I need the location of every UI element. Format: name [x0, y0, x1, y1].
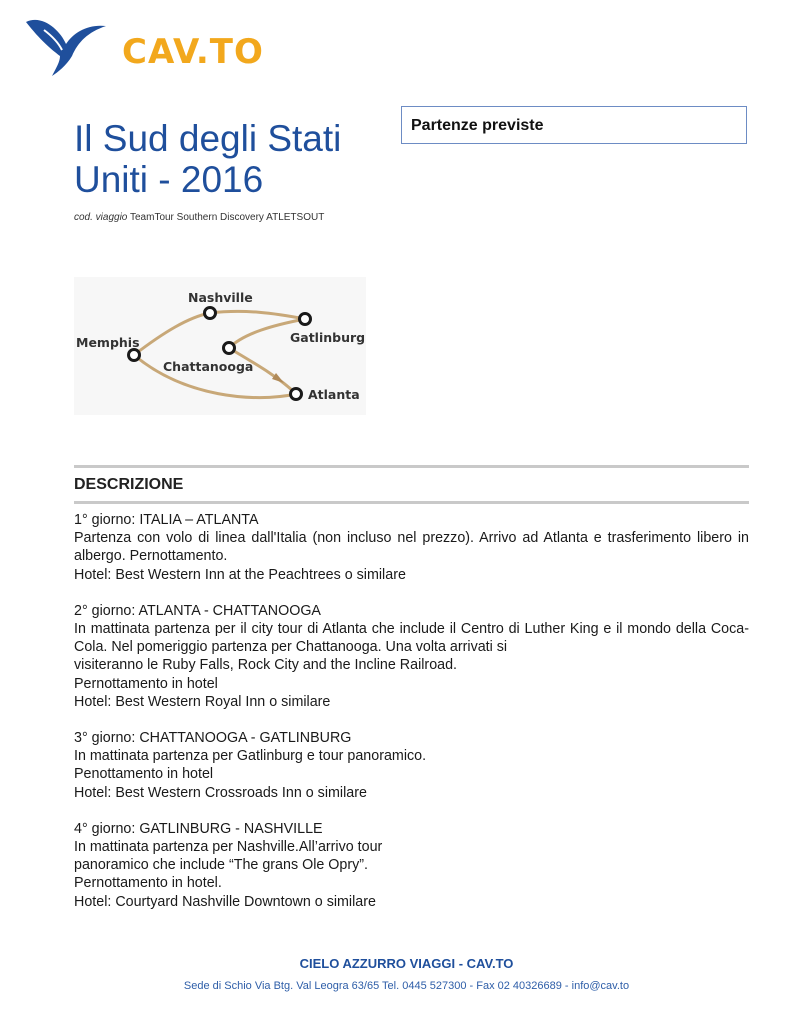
memphis-label: Memphis: [76, 335, 140, 350]
gatlinburg-marker: [300, 314, 311, 325]
page-title: Il Sud degli Stati Uniti - 2016: [74, 118, 342, 200]
chattanooga-marker: [224, 343, 235, 354]
day-heading: 2° giorno: ATLANTA - CHATTANOOGA: [74, 602, 321, 619]
day-1: [74, 511, 749, 584]
day-body: In mattinata partenza per il city tour di Atlanta che include il Centro di Luther King e il mondo della Coca-Cola. Nel pomeriggio partenza per Chattanooga. Una volta arrivati si: [74, 621, 749, 656]
divider-top: [74, 465, 749, 468]
day-stay: Pernottamento in hotel: [74, 675, 218, 692]
footer-company: CIELO AZZURRO VIAGGI - CAV.TO: [299, 956, 514, 971]
day-extra: panoramico che include “The grans Ole Opry”.: [74, 857, 369, 874]
day-heading: 1° giorno: ITALIA – ATLANTA: [74, 512, 259, 528]
day-stay: Pernottamento in hotel.: [74, 875, 222, 892]
day-heading: 4° giorno: GATLINBURG - NASHVILLE: [74, 820, 323, 837]
day-hotel: Hotel: Best Western Inn at the Peachtrees o similare: [74, 566, 406, 583]
trip-code-value: TeamTour Southern Discovery ATLETSOUT: [129, 212, 325, 223]
route-map-svg: [74, 277, 366, 415]
day-stay: Penottamento in hotel: [74, 766, 214, 783]
footer-address[interactable]: Sede di Schio Via Btg. Val Leogra 63/65 Tel. 0445 527300 - Fax 02 40326689 - info@cav.to: [183, 980, 630, 992]
itinerary: [74, 511, 749, 929]
day-heading: 3° giorno: CHATTANOOGA - GATLINBURG: [74, 730, 352, 747]
section-title: DESCRIZIONE: [74, 476, 184, 493]
day-hotel: Hotel: Best Western Royal Inn o similare: [74, 693, 331, 710]
day-body: In mattinata partenza per Gatlinburg e tour panoramico.: [74, 748, 427, 765]
divider-bottom: [74, 501, 749, 504]
day-4: [74, 820, 749, 911]
day-body: Partenza con volo di linea dall'Italia (non incluso nel prezzo). Arrivo ad Atlanta e trasferimento libero in albergo. Pernottamento.: [74, 530, 749, 565]
nashville-marker: [205, 308, 216, 319]
day-2: [74, 602, 749, 711]
day-extra: visiteranno le Ruby Falls, Rock City and the Incline Railroad.: [74, 657, 458, 674]
day-body: In mattinata partenza per Nashville.All’arrivo tour: [74, 839, 383, 856]
departures-title: Partenze previste: [411, 117, 544, 134]
atlanta-label: Atlanta: [308, 387, 360, 402]
atlanta-marker: [291, 389, 302, 400]
day-3: [74, 729, 749, 802]
route-map: [74, 277, 366, 415]
chattanooga-label: Chattanooga: [163, 359, 254, 374]
bird-logo-icon: [22, 10, 112, 80]
gatlinburg-label: Gatlinburg: [290, 330, 366, 345]
day-hotel: Hotel: Best Western Crossroads Inn o similare: [74, 784, 367, 801]
memphis-marker: [129, 350, 140, 361]
brand-name: CAV.TO: [122, 32, 264, 72]
day-hotel: Hotel: Courtyard Nashville Downtown o similare: [74, 893, 376, 910]
nashville-label: Nashville: [188, 290, 253, 305]
trip-code: [74, 212, 324, 223]
trip-code-label: cod. viaggio: [74, 212, 128, 223]
departures-box: [401, 106, 747, 144]
brand-logo: [22, 10, 262, 80]
